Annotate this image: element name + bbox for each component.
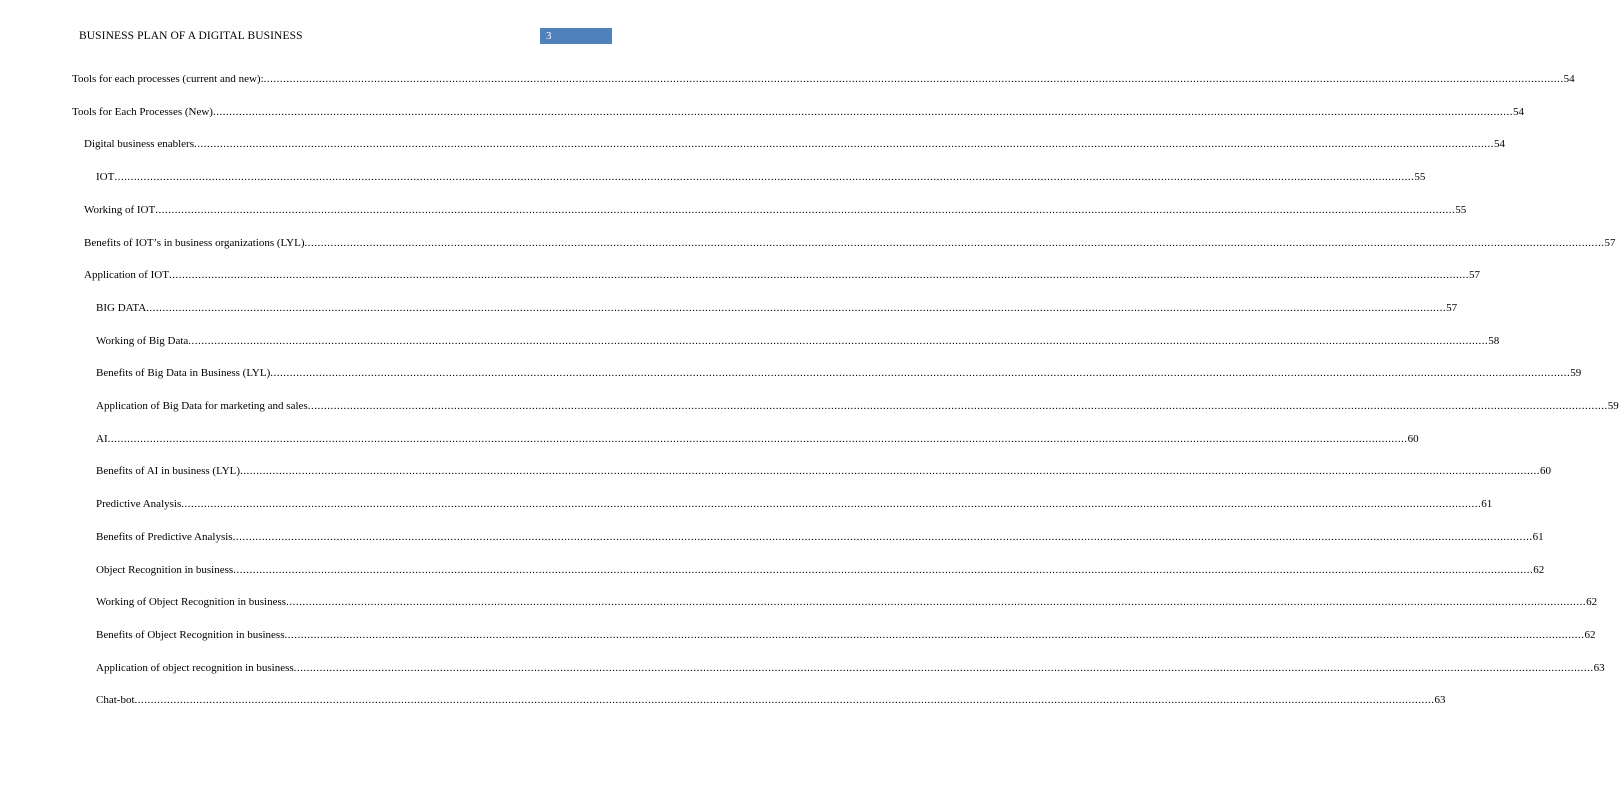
toc-entry-page-number: 57 <box>1604 236 1616 249</box>
toc-entry[interactable] <box>96 530 1544 544</box>
toc-entry-page-number: 57 <box>1446 301 1458 314</box>
toc-entry-label: Benefits of Predictive Analysis <box>96 530 233 543</box>
toc-entry[interactable] <box>96 563 1545 577</box>
toc-entry[interactable] <box>72 72 1575 86</box>
toc-entry-label: BIG DATA <box>96 301 147 314</box>
toc-entry[interactable] <box>84 268 1480 282</box>
toc-entry-label: Benefits of Object Recognition in business <box>96 628 285 641</box>
toc-entry-label: Digital business enablers <box>84 138 194 151</box>
toc-entry[interactable] <box>96 628 1596 642</box>
toc-entry[interactable] <box>96 334 1500 348</box>
toc-dot-leader: ................................................................................................................................................................................................................................................................................................................................................................................................................ <box>146 301 1447 314</box>
toc-entry[interactable] <box>84 203 1467 217</box>
toc-entry[interactable] <box>96 464 1552 478</box>
toc-entry-label: Benefits of AI in business (LYL) <box>96 465 241 478</box>
toc-entry-label: Tools for Each Processes (New) <box>72 105 213 118</box>
toc-dot-leader: ................................................................................................................................................................................................................................................................................................................................................................................................................ <box>263 73 1564 85</box>
toc-entry-page-number: 60 <box>1407 432 1419 445</box>
toc-entry-page-number: 62 <box>1533 563 1545 576</box>
toc-entry-label: Application of IOT <box>84 269 169 282</box>
toc-entry-page-number: 59 <box>1570 367 1582 380</box>
toc-entry-page-number: 55 <box>1414 171 1426 184</box>
toc-dot-leader: ................................................................................................................................................................................................................................................................................................................................................................................................................ <box>168 269 1469 282</box>
toc-entry-page-number: 63 <box>1593 661 1605 674</box>
toc-dot-leader: ................................................................................................................................................................................................................................................................................................................................................................................................................ <box>286 596 1587 609</box>
toc-entry-label: Benefits of IOT’s in business organizations (LYL) <box>84 236 305 249</box>
toc-entry-page-number: 61 <box>1532 530 1544 543</box>
toc-entry-page-number: 58 <box>1488 334 1500 347</box>
toc-entry[interactable] <box>96 301 1458 315</box>
toc-entry-page-number: 54 <box>1563 73 1575 85</box>
toc-entry[interactable] <box>84 236 1616 250</box>
toc-entry-page-number: 54 <box>1493 138 1505 151</box>
toc-entry-label: Chat-bot <box>96 694 135 707</box>
toc-dot-leader: ................................................................................................................................................................................................................................................................................................................................................................................................................ <box>304 236 1605 249</box>
toc-entry[interactable] <box>96 661 1605 675</box>
toc-entry[interactable] <box>96 366 1582 380</box>
toc-dot-leader: ................................................................................................................................................................................................................................................................................................................................................................................................................ <box>240 465 1541 478</box>
toc-entry-page-number: 60 <box>1540 465 1552 478</box>
toc-entry-page-number: 54 <box>1512 105 1524 118</box>
toc-entry-label: Working of IOT <box>84 203 156 216</box>
toc-dot-leader: ................................................................................................................................................................................................................................................................................................................................................................................................................ <box>107 432 1408 445</box>
toc-entry[interactable] <box>96 432 1419 446</box>
toc-entry-label: AI <box>96 432 108 445</box>
toc-entry[interactable] <box>96 497 1493 511</box>
toc-entry-page-number: 63 <box>1434 694 1446 707</box>
toc-dot-leader: ................................................................................................................................................................................................................................................................................................................................................................................................................ <box>307 400 1608 412</box>
toc-entry-page-number: 57 <box>1468 269 1480 282</box>
toc-entry[interactable] <box>96 693 1446 707</box>
toc-dot-leader: ................................................................................................................................................................................................................................................................................................................................................................................................................ <box>155 203 1456 216</box>
toc-entry[interactable] <box>96 595 1598 609</box>
toc-dot-leader: ................................................................................................................................................................................................................................................................................................................................................................................................................ <box>212 105 1513 118</box>
toc-dot-leader: ................................................................................................................................................................................................................................................................................................................................................................................................................ <box>232 530 1533 543</box>
toc-entry[interactable] <box>96 170 1426 184</box>
toc-entry-label: Application of Big Data for marketing and sales <box>96 400 308 412</box>
toc-entry-page-number: 55 <box>1455 203 1467 216</box>
toc-dot-leader: ................................................................................................................................................................................................................................................................................................................................................................................................................ <box>270 367 1571 380</box>
toc-entry-label: IOT <box>96 171 115 184</box>
toc-dot-leader: ................................................................................................................................................................................................................................................................................................................................................................................................................ <box>284 628 1585 641</box>
toc-entry-label: Working of Big Data <box>96 334 189 347</box>
toc-entry-page-number: 62 <box>1586 596 1598 609</box>
toc-entry-label: Object Recognition in business <box>96 563 234 576</box>
page-number-badge: 3 <box>540 28 612 44</box>
toc-entry[interactable] <box>84 137 1505 151</box>
toc-dot-leader: ................................................................................................................................................................................................................................................................................................................................................................................................................ <box>188 334 1489 347</box>
toc-entry-label: Benefits of Big Data in Business (LYL) <box>96 367 271 380</box>
toc-entry[interactable] <box>72 105 1524 119</box>
toc-dot-leader: ................................................................................................................................................................................................................................................................................................................................................................................................................ <box>114 171 1415 184</box>
toc-dot-leader: ................................................................................................................................................................................................................................................................................................................................................................................................................ <box>233 563 1534 576</box>
page-header-title: BUSINESS PLAN OF A DIGITAL BUSINESS <box>79 30 303 42</box>
toc-entry-page-number: 62 <box>1584 628 1596 641</box>
toc-dot-leader: ................................................................................................................................................................................................................................................................................................................................................................................................................ <box>181 498 1482 511</box>
toc-entry[interactable] <box>96 399 1619 413</box>
toc-dot-leader: ................................................................................................................................................................................................................................................................................................................................................................................................................ <box>293 661 1594 674</box>
toc-entry-page-number: 59 <box>1607 400 1619 412</box>
toc-entry-label: Predictive Analysis <box>96 498 182 511</box>
toc-entry-label: Working of Object Recognition in business <box>96 596 287 609</box>
toc-dot-leader: ................................................................................................................................................................................................................................................................................................................................................................................................................ <box>193 138 1494 151</box>
toc-entry-page-number: 61 <box>1481 498 1493 511</box>
toc-entry-label: Tools for each processes (current and new): <box>72 73 264 85</box>
toc-entry-label: Application of object recognition in business <box>96 661 294 674</box>
toc-dot-leader: ................................................................................................................................................................................................................................................................................................................................................................................................................ <box>134 694 1435 707</box>
